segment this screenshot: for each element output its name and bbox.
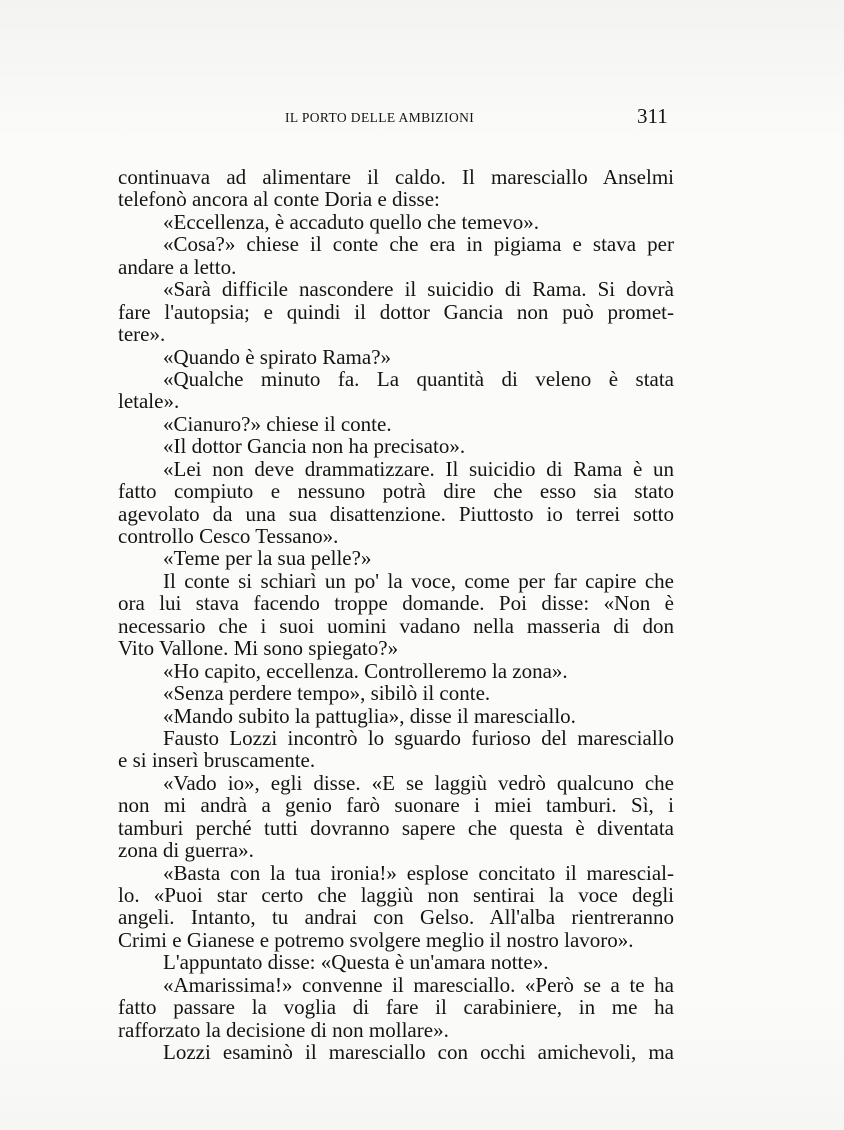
text-line: «Vado io», egli disse. «E se laggiù vedrò qualcuno che	[163, 770, 674, 795]
text-line: «Eccellenza, è accaduto quello che temevo».	[163, 209, 540, 234]
text-line: andare a letto.	[118, 254, 237, 279]
text-line: Fausto Lozzi incontrò lo sguardo furioso del maresciallo	[163, 725, 674, 750]
text-line: controllo Cesco Tessano».	[118, 524, 339, 548]
text-line: angeli. Intanto, tu andrai con Gelso. All'alba rientreranno	[118, 905, 674, 930]
text-line: «Il dottor Gancia non ha precisato».	[163, 434, 466, 459]
text-line: «Senza perdere tempo», sibilò il conte.	[163, 681, 491, 706]
text-line: Vito Vallone. Mi sono spiegato?»	[118, 636, 399, 661]
text-line: «Ho capito, eccellenza. Controlleremo la zona».	[163, 658, 568, 683]
text-line: fare l'autopsia; e quindi il dottor Gancia non può promet-	[118, 299, 674, 324]
text-line: ora lui stava facendo troppe domande. Poi disse: «Non è	[118, 591, 674, 616]
text-line: rafforzato la decisione di non mollare».	[118, 1017, 449, 1042]
text-line: «Cosa?» chiese il conte che era in pigiama e stava per	[163, 232, 674, 257]
running-title: IL PORTO DELLE AMBIZIONI	[285, 110, 475, 125]
text-line: non mi andrà a genio farò suonare i miei tamburi. Sì, i	[118, 793, 674, 818]
text-line: tere».	[118, 322, 166, 347]
page-header	[0, 104, 844, 134]
text-line: telefonò ancora al conte Doria e disse:	[118, 187, 440, 212]
text-line: agevolato da una sua disattenzione. Piuttosto io terrei sotto	[118, 501, 674, 526]
text-line: fatto passare la voglia di fare il carabiniere, in me ha	[118, 995, 674, 1020]
text-line: fatto compiuto e nessuno potrà dire che esso sia stato	[118, 479, 674, 504]
text-line: «Quando è spirato Rama?»	[163, 344, 392, 369]
text-line: «Sarà difficile nascondere il suicidio di Rama. Si dovrà	[163, 277, 674, 302]
text-line: «Amarissima!» convenne il maresciallo. «Però se a te ha	[163, 972, 674, 997]
text-line: tamburi perché tutti dovranno sapere che questa è diventata	[118, 815, 674, 840]
text-line: «Mando subito la pattuglia», disse il maresciallo.	[163, 703, 576, 728]
text-line: Il conte si schiarì un po' la voce, come per far capire che	[163, 568, 674, 593]
text-line: zona di guerra».	[118, 838, 254, 863]
text-line: «Teme per la sua pelle?»	[163, 546, 372, 571]
text-line: Crimi e Gianese e potremo svolgere meglio il nostro lavoro».	[118, 927, 634, 952]
text-line: necessario che i suoi uomini vadano nella masseria di don	[118, 613, 674, 638]
text-line: Lozzi esaminò il maresciallo con occhi amichevoli, ma	[163, 1040, 674, 1065]
text-line: lo. «Puoi star certo che laggiù non sentirai la voce degli	[118, 883, 674, 907]
text-line: «Qualche minuto fa. La quantità di veleno è stata	[163, 366, 674, 391]
body-text	[118, 166, 674, 1064]
text-line: «Cianuro?» chiese il conte.	[163, 411, 392, 436]
text-line: e si inserì bruscamente.	[118, 748, 316, 773]
page-number: 311	[637, 104, 668, 128]
text-line: «Basta con la tua ironia!» esplose concitato il marescial-	[163, 860, 674, 885]
text-line: letale».	[118, 389, 180, 414]
text-line: «Lei non deve drammatizzare. Il suicidio di Rama è un	[163, 456, 674, 481]
text-line: L'appuntato disse: «Questa è un'amara notte».	[163, 950, 549, 975]
text-line: continuava ad alimentare il caldo. Il maresciallo Anselmi	[118, 165, 674, 189]
